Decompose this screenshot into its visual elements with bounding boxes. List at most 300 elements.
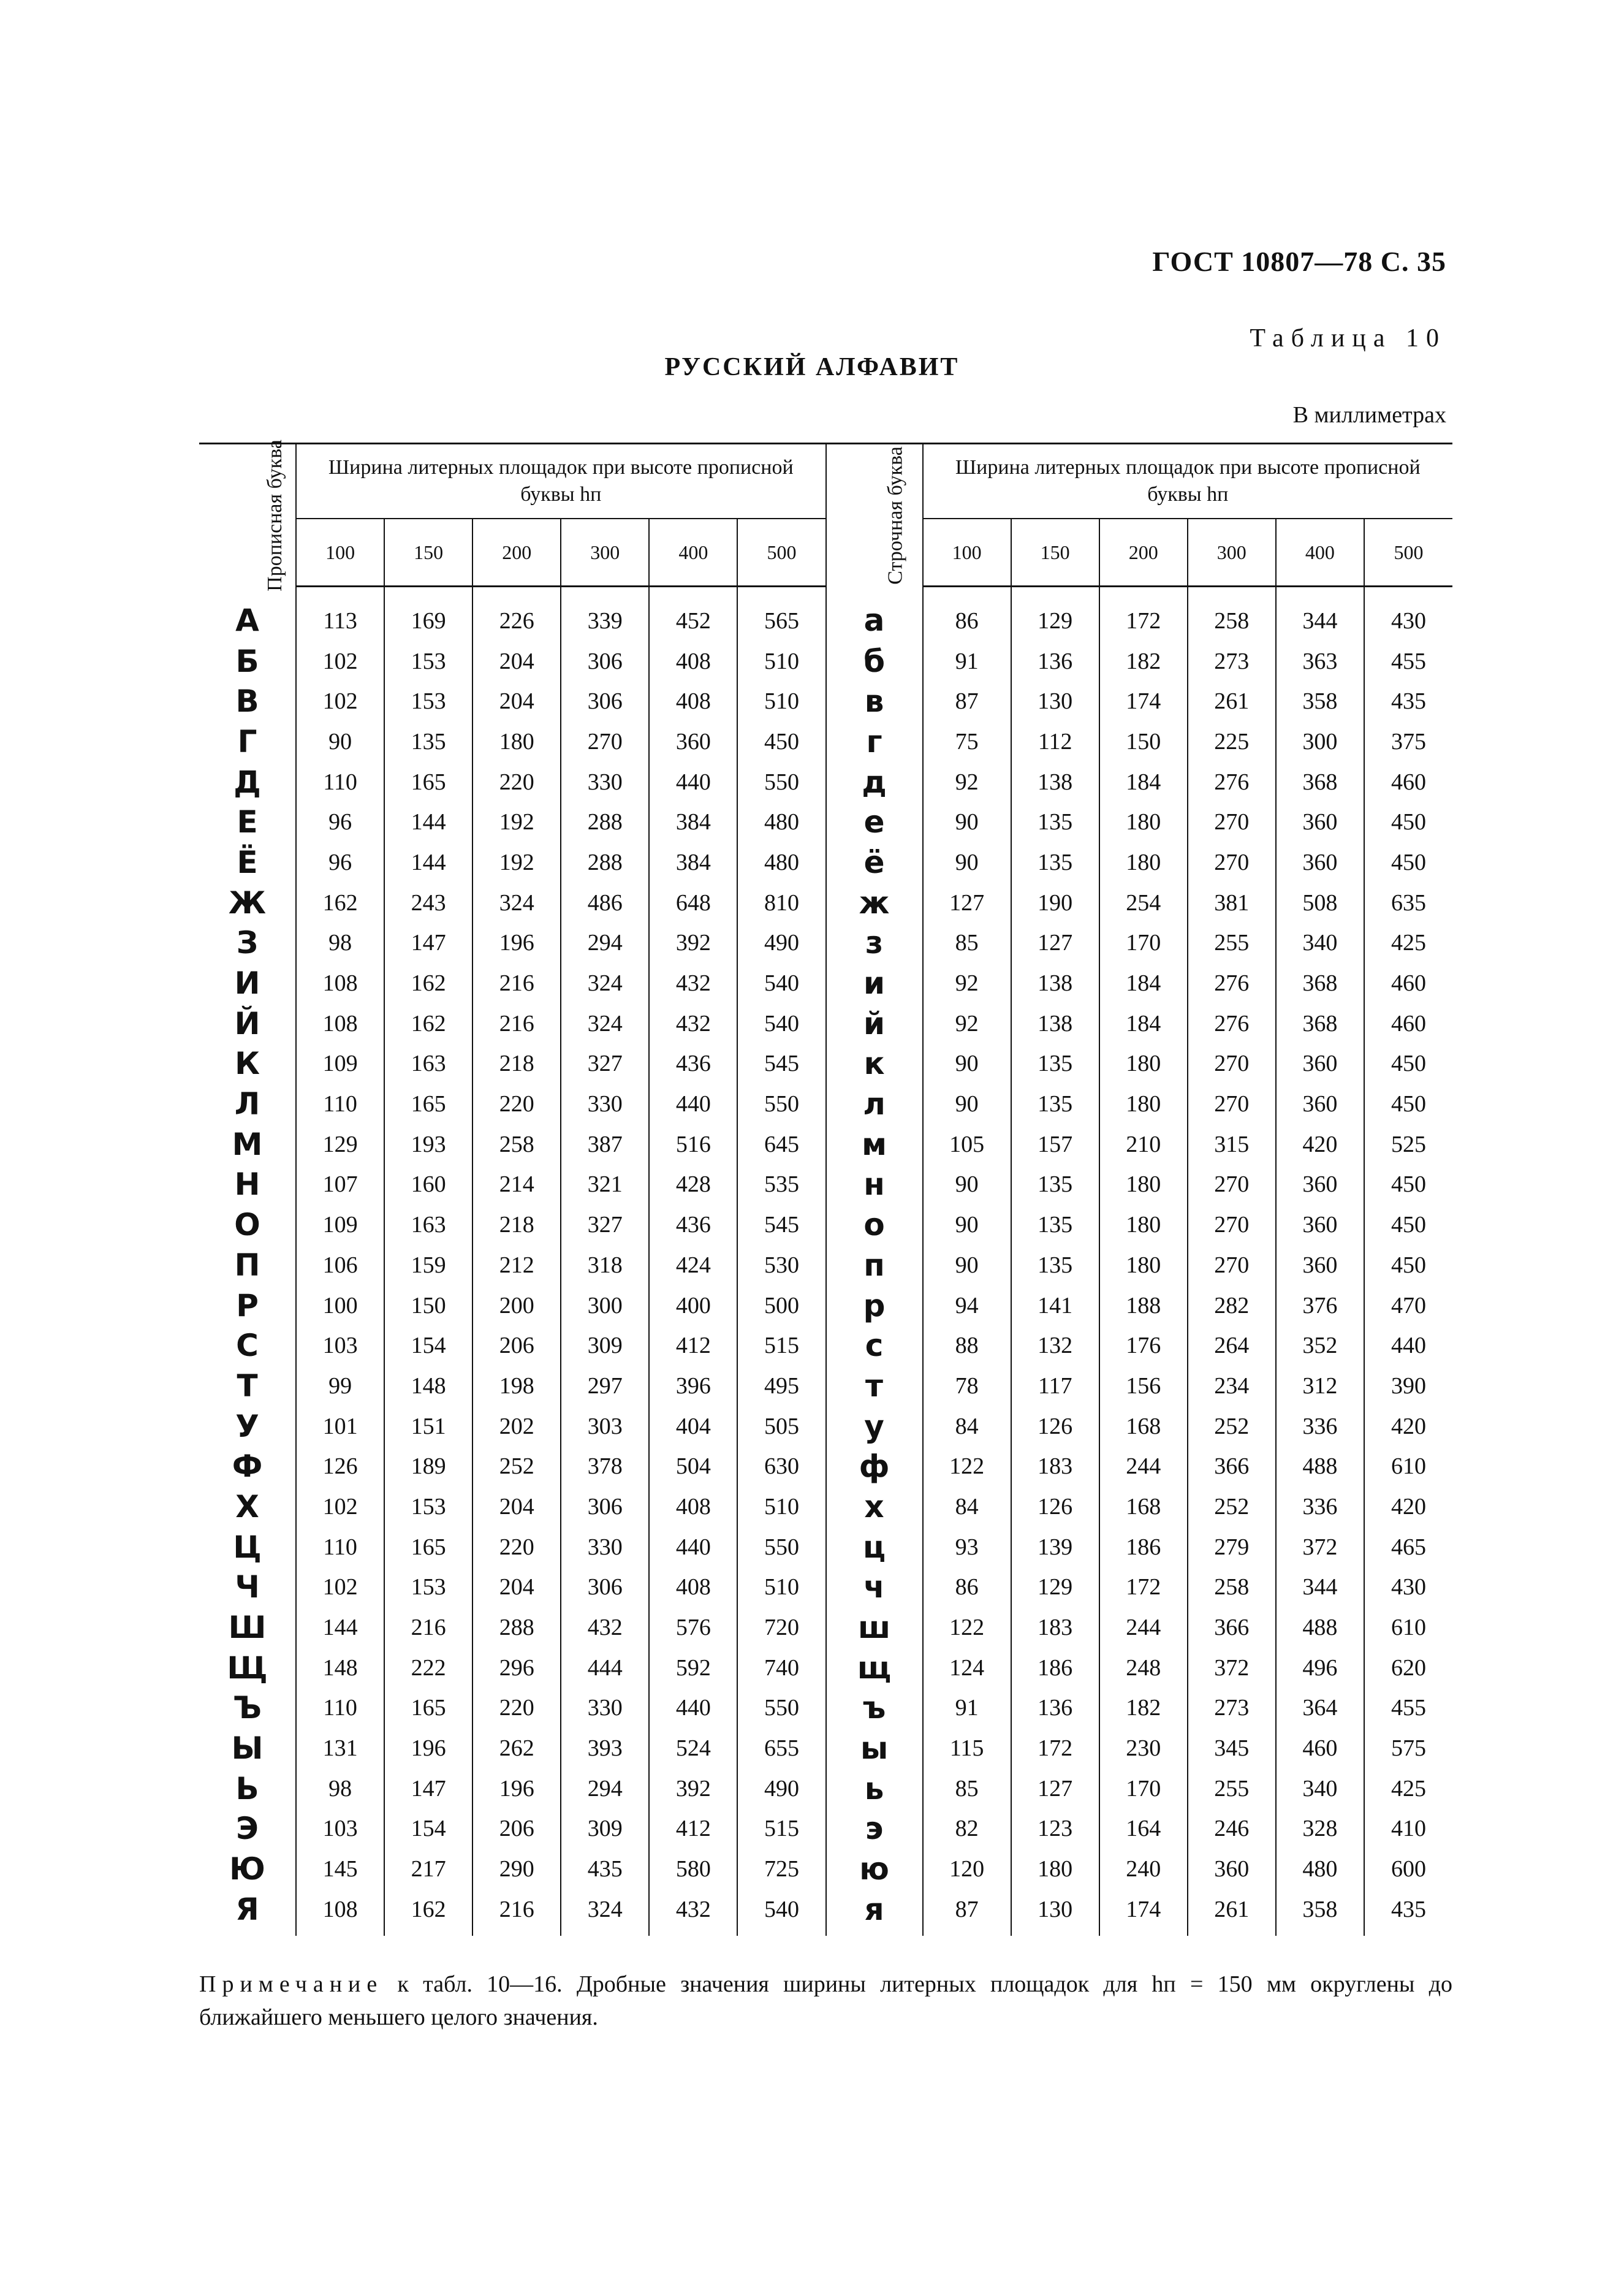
width-value: 510: [737, 1486, 825, 1527]
units-label: В миллиметрах: [1292, 402, 1446, 428]
size-header: 100: [296, 519, 384, 587]
table-row: [199, 923, 1452, 964]
width-value: 124: [923, 1648, 1011, 1688]
width-value: 108: [296, 1003, 384, 1044]
width-value: 550: [737, 762, 825, 802]
lowercase-letter: з: [826, 923, 923, 964]
width-value: 366: [1188, 1446, 1276, 1486]
width-value: 360: [1276, 1165, 1364, 1205]
width-value: 288: [561, 842, 649, 883]
size-header: 300: [1188, 519, 1276, 587]
width-value: 157: [1011, 1124, 1099, 1165]
width-value: 324: [561, 1003, 649, 1044]
width-value: 150: [1099, 721, 1188, 762]
width-value: 148: [384, 1366, 472, 1406]
table-row: [199, 1446, 1452, 1486]
width-value: 204: [472, 641, 561, 682]
width-value: 436: [649, 1044, 737, 1084]
width-value: 148: [296, 1648, 384, 1688]
width-value: 530: [737, 1245, 825, 1285]
width-value: 216: [472, 963, 561, 1003]
width-value: 270: [561, 721, 649, 762]
width-value: 180: [1099, 1205, 1188, 1245]
width-value: 151: [384, 1406, 472, 1447]
width-value: 183: [1011, 1446, 1099, 1486]
width-value: 339: [561, 587, 649, 641]
table-row: [199, 1768, 1452, 1809]
width-value: 424: [649, 1245, 737, 1285]
width-value: 85: [923, 923, 1011, 964]
width-value: 180: [1099, 1044, 1188, 1084]
width-value: 92: [923, 963, 1011, 1003]
lowercase-letter: й: [826, 1003, 923, 1044]
width-value: 366: [1188, 1607, 1276, 1648]
width-value: 90: [923, 1205, 1011, 1245]
uppercase-letter: Й: [199, 1003, 296, 1044]
width-value: 96: [296, 802, 384, 842]
width-value: 131: [296, 1728, 384, 1768]
width-value: 135: [1011, 1205, 1099, 1245]
width-value: 273: [1188, 641, 1276, 682]
width-value: 156: [1099, 1366, 1188, 1406]
width-value: 306: [561, 1486, 649, 1527]
uppercase-letter: М: [199, 1124, 296, 1165]
width-value: 110: [296, 1084, 384, 1124]
width-value: 91: [923, 641, 1011, 682]
lowercase-letter: ц: [826, 1527, 923, 1567]
lowercase-letter: щ: [826, 1648, 923, 1688]
size-header: 500: [1364, 519, 1452, 587]
width-value: 600: [1391, 1856, 1426, 1882]
width-value: 108: [296, 1889, 384, 1936]
width-value: 99: [296, 1366, 384, 1406]
width-value: 345: [1188, 1728, 1276, 1768]
uppercase-letter: Э: [199, 1809, 296, 1849]
width-value: 270: [1188, 842, 1276, 883]
width-value: 580: [649, 1849, 737, 1889]
width-value: 270: [1188, 1044, 1276, 1084]
size-header: 300: [561, 519, 649, 587]
width-value: 450: [1391, 1171, 1426, 1198]
width-value: 435: [1391, 1896, 1426, 1922]
width-value: 545: [737, 1205, 825, 1245]
note-lead: Примечание: [199, 1971, 384, 1997]
width-value: 255: [1188, 923, 1276, 964]
width-value: 352: [1276, 1325, 1364, 1366]
width-value: 450: [1391, 1091, 1426, 1117]
width-value: 246: [1188, 1809, 1276, 1849]
lowercase-letter: в: [826, 681, 923, 721]
width-value: 252: [1188, 1406, 1276, 1447]
lowercase-letter: ф: [826, 1446, 923, 1486]
table-row: [199, 1285, 1452, 1326]
width-value: 490: [737, 1768, 825, 1809]
lowercase-width-group-header: Ширина литерных площадок при высоте прописной буквы hп: [923, 444, 1452, 519]
uppercase-letter: Е: [199, 802, 296, 842]
width-value: 126: [1011, 1406, 1099, 1447]
width-value: 98: [296, 923, 384, 964]
width-value: 364: [1276, 1688, 1364, 1729]
width-value: 300: [561, 1285, 649, 1326]
width-value: 270: [1188, 1084, 1276, 1124]
uppercase-letter: Ю: [199, 1849, 296, 1889]
width-value: 306: [561, 1567, 649, 1608]
table-row: [199, 1003, 1452, 1044]
width-value: 393: [561, 1728, 649, 1768]
width-value: 90: [923, 1165, 1011, 1205]
width-value: 138: [1011, 963, 1099, 1003]
width-value: 220: [472, 762, 561, 802]
width-value: 129: [1011, 1567, 1099, 1608]
width-value: 109: [296, 1044, 384, 1084]
table-row: [199, 1567, 1452, 1608]
width-value: 82: [923, 1809, 1011, 1849]
uppercase-letter: Ц: [199, 1527, 296, 1567]
size-header: 200: [1099, 519, 1188, 587]
width-value: 204: [472, 1486, 561, 1527]
table-row: [199, 641, 1452, 682]
size-header: 150: [384, 519, 472, 587]
width-value: 576: [649, 1607, 737, 1648]
width-value: 123: [1011, 1809, 1099, 1849]
width-value: 408: [649, 1567, 737, 1608]
width-value: 435: [561, 1849, 649, 1889]
width-value: 252: [1188, 1486, 1276, 1527]
width-value: 279: [1188, 1527, 1276, 1567]
width-value: 132: [1011, 1325, 1099, 1366]
width-value: 360: [1188, 1849, 1276, 1889]
width-value: 318: [561, 1245, 649, 1285]
width-value: 360: [1276, 1245, 1364, 1285]
width-value: 378: [561, 1446, 649, 1486]
width-value: 90: [923, 802, 1011, 842]
width-value: 420: [1391, 1493, 1426, 1520]
width-value: 163: [384, 1205, 472, 1245]
table-row: [199, 1809, 1452, 1849]
width-value: 455: [1391, 1695, 1426, 1721]
width-value: 420: [1391, 1413, 1426, 1439]
width-value: 243: [384, 883, 472, 923]
width-value: 86: [923, 1567, 1011, 1608]
table-row: [199, 802, 1452, 842]
width-value: 324: [561, 963, 649, 1003]
width-value: 500: [737, 1285, 825, 1326]
width-value: 296: [472, 1648, 561, 1688]
width-value: 288: [561, 802, 649, 842]
width-value: 159: [384, 1245, 472, 1285]
width-value: 108: [296, 963, 384, 1003]
table-row: [199, 1688, 1452, 1729]
width-value: 258: [1188, 1567, 1276, 1608]
width-value: 129: [296, 1124, 384, 1165]
document-reference: ГОСТ 10807—78 С. 35: [1152, 246, 1446, 277]
width-value: 460: [1276, 1728, 1364, 1768]
width-value: 135: [1011, 802, 1099, 842]
width-value: 740: [737, 1648, 825, 1688]
table-row: [199, 883, 1452, 923]
width-value: 390: [1391, 1372, 1426, 1399]
width-value: 432: [561, 1607, 649, 1648]
width-value: 165: [384, 762, 472, 802]
width-value: 102: [296, 641, 384, 682]
lowercase-letter: ч: [826, 1567, 923, 1608]
width-value: 358: [1276, 1889, 1364, 1936]
width-value: 244: [1099, 1607, 1188, 1648]
uppercase-letter: Н: [199, 1165, 296, 1205]
width-value: 510: [737, 681, 825, 721]
width-value: 168: [1099, 1486, 1188, 1527]
lowercase-letter: п: [826, 1245, 923, 1285]
width-value: 216: [472, 1003, 561, 1044]
width-value: 182: [1099, 1688, 1188, 1729]
width-value: 460: [1391, 970, 1426, 997]
uppercase-letter: Р: [199, 1285, 296, 1326]
lowercase-letter: н: [826, 1165, 923, 1205]
width-value: 488: [1276, 1607, 1364, 1648]
width-value: 90: [923, 1044, 1011, 1084]
width-value: 535: [737, 1165, 825, 1205]
width-value: 282: [1188, 1285, 1276, 1326]
width-value: 496: [1276, 1648, 1364, 1688]
width-value: 144: [296, 1607, 384, 1648]
width-value: 648: [649, 883, 737, 923]
width-value: 127: [923, 883, 1011, 923]
width-value: 254: [1099, 883, 1188, 923]
width-value: 165: [384, 1084, 472, 1124]
width-value: 183: [1011, 1607, 1099, 1648]
width-value: 450: [1391, 1212, 1426, 1238]
width-value: 138: [1011, 762, 1099, 802]
lowercase-letter: ь: [826, 1768, 923, 1809]
width-value: 276: [1188, 762, 1276, 802]
uppercase-letter: Ш: [199, 1607, 296, 1648]
uppercase-letter: К: [199, 1044, 296, 1084]
uppercase-letter: Б: [199, 641, 296, 682]
uppercase-header-text: Прописная буква: [263, 439, 286, 592]
table-row: [199, 1165, 1452, 1205]
width-value: 240: [1099, 1849, 1188, 1889]
width-value: 218: [472, 1205, 561, 1245]
width-value: 430: [1391, 1574, 1426, 1600]
width-value: 147: [384, 923, 472, 964]
width-value: 105: [923, 1124, 1011, 1165]
width-value: 120: [923, 1849, 1011, 1889]
width-value: 387: [561, 1124, 649, 1165]
width-value: 147: [384, 1768, 472, 1809]
width-value: 324: [561, 1889, 649, 1936]
width-value: 276: [1188, 963, 1276, 1003]
width-value: 258: [1188, 587, 1276, 641]
width-value: 450: [1391, 1252, 1426, 1278]
width-value: 344: [1276, 1567, 1364, 1608]
lowercase-letter: ж: [826, 883, 923, 923]
width-value: 110: [296, 1527, 384, 1567]
width-value: 261: [1188, 681, 1276, 721]
width-value: 376: [1276, 1285, 1364, 1326]
width-value: 117: [1011, 1366, 1099, 1406]
width-value: 368: [1276, 963, 1364, 1003]
width-value: 508: [1276, 883, 1364, 923]
width-value: 360: [1276, 1044, 1364, 1084]
width-value: 488: [1276, 1446, 1364, 1486]
width-value: 372: [1276, 1527, 1364, 1567]
width-value: 436: [649, 1205, 737, 1245]
width-value: 425: [1391, 930, 1426, 956]
width-value: 720: [737, 1607, 825, 1648]
lowercase-letter: л: [826, 1084, 923, 1124]
width-value: 110: [296, 1688, 384, 1729]
width-value: 90: [923, 842, 1011, 883]
uppercase-letter: Ё: [199, 842, 296, 883]
width-value: 330: [561, 1084, 649, 1124]
lowercase-letter: э: [826, 1809, 923, 1849]
width-value: 270: [1188, 1245, 1276, 1285]
width-value: 184: [1099, 963, 1188, 1003]
width-value: 141: [1011, 1285, 1099, 1326]
width-value: 495: [737, 1366, 825, 1406]
lowercase-letter: х: [826, 1486, 923, 1527]
note-text: к табл. 10—16. Дробные значения ширины литерных площадок для hп = 150 мм округлены до ближайшего меньшего целого значения.: [199, 1971, 1453, 2030]
width-value: 486: [561, 883, 649, 923]
width-value: 230: [1099, 1728, 1188, 1768]
table-row: [199, 1648, 1452, 1688]
width-value: 122: [923, 1446, 1011, 1486]
width-value: 412: [649, 1325, 737, 1366]
width-value: 165: [384, 1527, 472, 1567]
width-value: 220: [472, 1527, 561, 1567]
width-value: 505: [737, 1406, 825, 1447]
lowercase-letter: о: [826, 1205, 923, 1245]
uppercase-letter: З: [199, 923, 296, 964]
width-value: 440: [649, 1527, 737, 1567]
width-value: 384: [649, 842, 737, 883]
width-value: 190: [1011, 883, 1099, 923]
width-value: 196: [472, 923, 561, 964]
width-value: 174: [1099, 681, 1188, 721]
lowercase-letter: ы: [826, 1728, 923, 1768]
width-value: 592: [649, 1648, 737, 1688]
width-value: 540: [737, 1889, 825, 1936]
width-value: 84: [923, 1406, 1011, 1447]
width-value: 135: [384, 721, 472, 762]
width-value: 189: [384, 1446, 472, 1486]
table-row: [199, 681, 1452, 721]
width-value: 300: [1276, 721, 1364, 762]
width-value: 312: [1276, 1366, 1364, 1406]
width-value: 360: [1276, 802, 1364, 842]
width-value: 340: [1276, 923, 1364, 964]
width-value: 202: [472, 1406, 561, 1447]
width-value: 170: [1099, 923, 1188, 964]
width-value: 168: [1099, 1406, 1188, 1447]
width-value: 432: [649, 963, 737, 1003]
width-value: 368: [1276, 1003, 1364, 1044]
width-value: 93: [923, 1527, 1011, 1567]
width-value: 176: [1099, 1325, 1188, 1366]
width-value: 655: [737, 1728, 825, 1768]
width-value: 180: [1011, 1849, 1099, 1889]
width-value: 186: [1099, 1527, 1188, 1567]
width-value: 106: [296, 1245, 384, 1285]
uppercase-column-header: [199, 439, 296, 592]
width-value: 225: [1188, 721, 1276, 762]
width-value: 460: [1391, 769, 1426, 795]
width-value: 101: [296, 1406, 384, 1447]
width-value: 309: [561, 1325, 649, 1366]
width-value: 87: [923, 1889, 1011, 1936]
uppercase-letter: У: [199, 1406, 296, 1447]
lowercase-letter: у: [826, 1406, 923, 1447]
width-value: 90: [923, 1245, 1011, 1285]
width-value: 270: [1188, 1205, 1276, 1245]
width-value: 810: [737, 883, 825, 923]
width-value: 162: [384, 1003, 472, 1044]
size-header: 500: [737, 519, 825, 587]
size-header: 100: [923, 519, 1011, 587]
width-value: 550: [737, 1084, 825, 1124]
width-value: 460: [1391, 1010, 1426, 1037]
width-value: 432: [649, 1889, 737, 1936]
width-value: 540: [737, 963, 825, 1003]
width-value: 408: [649, 1486, 737, 1527]
width-value: 206: [472, 1809, 561, 1849]
width-value: 220: [472, 1084, 561, 1124]
width-value: 153: [384, 1486, 472, 1527]
width-value: 102: [296, 681, 384, 721]
uppercase-letter: Ъ: [199, 1688, 296, 1729]
width-value: 315: [1188, 1124, 1276, 1165]
uppercase-letter: И: [199, 963, 296, 1003]
table-title: РУССКИЙ АЛФАВИТ: [664, 353, 960, 381]
width-value: 220: [472, 1688, 561, 1729]
width-value: 96: [296, 842, 384, 883]
width-value: 163: [384, 1044, 472, 1084]
width-value: 217: [384, 1849, 472, 1889]
table-row: [199, 1849, 1452, 1889]
width-value: 381: [1188, 883, 1276, 923]
width-value: 645: [737, 1124, 825, 1165]
width-value: 216: [472, 1889, 561, 1936]
uppercase-letter: Д: [199, 762, 296, 802]
width-value: 428: [649, 1165, 737, 1205]
width-value: 444: [561, 1648, 649, 1688]
width-value: 100: [296, 1285, 384, 1326]
width-value: 294: [561, 1768, 649, 1809]
width-value: 92: [923, 762, 1011, 802]
width-value: 450: [1391, 1051, 1426, 1077]
width-value: 635: [1391, 889, 1426, 916]
width-value: 180: [1099, 802, 1188, 842]
table-row: [199, 963, 1452, 1003]
width-value: 368: [1276, 762, 1364, 802]
width-value: 550: [737, 1688, 825, 1729]
width-value: 226: [472, 587, 561, 641]
width-value: 328: [1276, 1809, 1364, 1849]
width-value: 174: [1099, 1889, 1188, 1936]
width-value: 86: [923, 587, 1011, 641]
lowercase-column-header: [826, 444, 923, 587]
width-value: 408: [649, 681, 737, 721]
uppercase-letter: В: [199, 681, 296, 721]
width-value: 455: [1391, 648, 1426, 674]
uppercase-letter: Х: [199, 1486, 296, 1527]
width-value: 306: [561, 681, 649, 721]
width-value: 78: [923, 1366, 1011, 1406]
uppercase-letter: Л: [199, 1084, 296, 1124]
width-value: 261: [1188, 1889, 1276, 1936]
width-value: 290: [472, 1849, 561, 1889]
width-value: 276: [1188, 1003, 1276, 1044]
